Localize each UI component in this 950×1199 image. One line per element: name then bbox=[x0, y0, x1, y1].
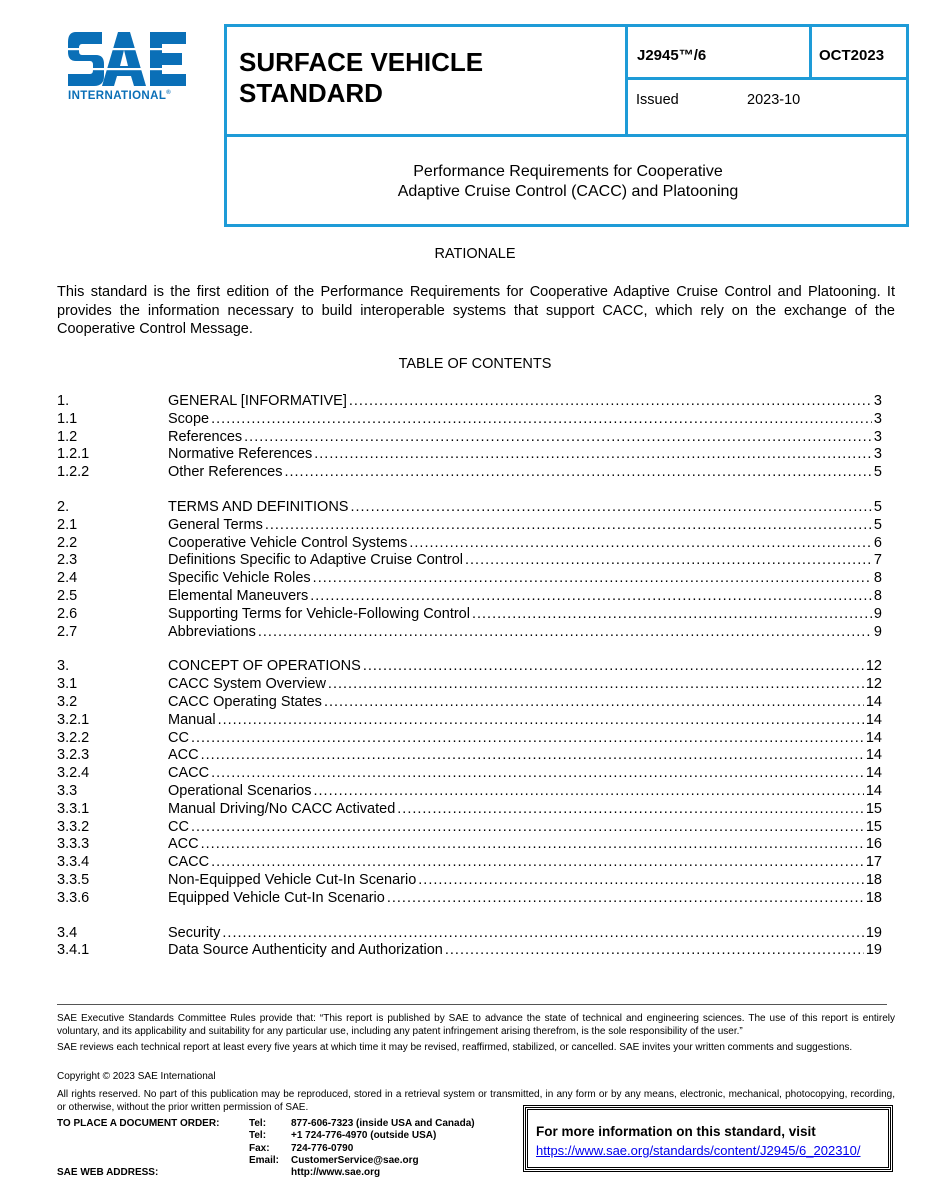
toc-entry-page: 14 bbox=[865, 782, 882, 799]
info-box bbox=[525, 1107, 891, 1170]
toc-entry-title: ACC bbox=[168, 747, 199, 764]
toc-entry-number: 3.3.5 bbox=[57, 871, 90, 888]
toc-entry-title: General Terms bbox=[168, 516, 263, 533]
sae-logo bbox=[66, 28, 188, 106]
toc-entry[interactable] bbox=[57, 570, 882, 588]
toc-entry[interactable] bbox=[57, 411, 882, 429]
toc-leader-dots bbox=[472, 606, 872, 624]
toc-leader-dots bbox=[350, 499, 871, 517]
toc-entry[interactable] bbox=[57, 517, 882, 535]
header-box bbox=[224, 24, 909, 227]
order-label: TO PLACE A DOCUMENT ORDER: bbox=[57, 1118, 220, 1129]
toc-entry[interactable] bbox=[57, 446, 882, 464]
toc-entry-title: Scope bbox=[168, 410, 210, 427]
toc-leader-dots bbox=[363, 658, 864, 676]
toc-leader-dots bbox=[222, 925, 863, 943]
toc-entry-page: 19 bbox=[865, 942, 882, 959]
contact-key: Tel: bbox=[249, 1130, 267, 1142]
toc-entry[interactable] bbox=[57, 658, 882, 676]
toc-entry-page: 17 bbox=[865, 854, 882, 871]
toc-entry[interactable] bbox=[57, 393, 882, 411]
toc-entry-page: 19 bbox=[865, 924, 882, 941]
toc-leader-dots bbox=[324, 694, 864, 712]
toc-leader-dots bbox=[387, 890, 864, 908]
toc-entry[interactable] bbox=[57, 801, 882, 819]
toc-entry[interactable] bbox=[57, 783, 882, 801]
toc-entry-number: 2.5 bbox=[57, 587, 78, 604]
toc-entry[interactable] bbox=[57, 872, 882, 890]
toc-entry-number: 1.2.2 bbox=[57, 464, 90, 481]
review-notice: SAE reviews each technical report at least every five years at which time it may be revised, reaffirmed, stabilized, or cancelled. SAE invites your written comments and suggestions. bbox=[57, 1042, 853, 1053]
toc-entry-number: 3.3.1 bbox=[57, 800, 90, 817]
web-address-label: SAE WEB ADDRESS: bbox=[57, 1167, 159, 1178]
toc-leader-dots bbox=[310, 588, 872, 606]
toc-leader-dots bbox=[409, 535, 872, 553]
toc-entry[interactable] bbox=[57, 606, 882, 624]
toc-entry-number: 3.2.4 bbox=[57, 765, 90, 782]
toc-entry[interactable] bbox=[57, 429, 882, 447]
contact-value: CustomerService@sae.org bbox=[291, 1154, 419, 1166]
toc-entry[interactable] bbox=[57, 836, 882, 854]
contact-value: http://www.sae.org bbox=[291, 1167, 381, 1179]
toc-entry-number: 3.2.2 bbox=[57, 729, 90, 746]
toc-entry-title: CC bbox=[168, 818, 189, 835]
toc-entry[interactable] bbox=[57, 535, 882, 553]
toc-entry-title: Supporting Terms for Vehicle-Following Control bbox=[168, 605, 470, 622]
toc-entry-number: 2.4 bbox=[57, 570, 78, 587]
toc-entry-page: 14 bbox=[865, 711, 882, 728]
toc-entry-title: References bbox=[168, 428, 243, 445]
toc-entry-number: 3.2 bbox=[57, 693, 78, 710]
toc-entry[interactable] bbox=[57, 942, 882, 960]
toc-leader-dots bbox=[314, 446, 872, 464]
toc-entry[interactable] bbox=[57, 499, 882, 517]
toc-entry-title: GENERAL [INFORMATIVE] bbox=[168, 393, 347, 409]
toc-entry-number: 1.1 bbox=[57, 410, 78, 427]
toc-entry-title: Security bbox=[168, 924, 221, 941]
toc-entry-number: 2. bbox=[57, 498, 70, 515]
toc-entry-page: 14 bbox=[865, 747, 882, 764]
contact-value: +1 724-776-4970 (outside USA) bbox=[291, 1130, 437, 1142]
rights-notice: All rights reserved. No part of this publication may be reproduced, stored in a retrieval system or transmitted, in any form or by any means, electronic, mechanical, photocopying, recording, or otherwise, without the prior written permission of SAE. bbox=[57, 1089, 895, 1113]
toc-entry[interactable] bbox=[57, 588, 882, 606]
toc-entry-title: TERMS AND DEFINITIONS bbox=[168, 498, 349, 515]
toc-entry-title: Manual Driving/No CACC Activated bbox=[168, 800, 396, 817]
toc-leader-dots bbox=[211, 411, 872, 429]
toc-entry-number: 3.4.1 bbox=[57, 942, 90, 959]
toc-entry[interactable] bbox=[57, 676, 882, 694]
rationale-heading: RATIONALE bbox=[434, 246, 516, 262]
toc-leader-dots bbox=[418, 872, 864, 890]
toc-entry-page: 6 bbox=[873, 534, 882, 551]
toc-entry-title: Data Source Authenticity and Authorization bbox=[168, 942, 443, 959]
contact-row bbox=[249, 1118, 475, 1130]
toc-entry-number: 1. bbox=[57, 393, 70, 409]
toc-entry-number: 3.3.6 bbox=[57, 889, 90, 906]
toc-entry-page: 12 bbox=[865, 676, 882, 693]
toc-entry-number: 3.1 bbox=[57, 676, 78, 693]
toc-entry-title: Definitions Specific to Adaptive Cruise Control bbox=[168, 552, 463, 569]
footer-divider bbox=[57, 1004, 887, 1005]
contact-key: Fax: bbox=[249, 1142, 270, 1154]
toc-entry[interactable] bbox=[57, 730, 882, 748]
toc-entry-page: 18 bbox=[865, 871, 882, 888]
toc-leader-dots bbox=[284, 464, 871, 482]
toc-entry-page: 15 bbox=[865, 818, 882, 835]
sae-logo-mark bbox=[66, 28, 188, 90]
contact-key bbox=[249, 1167, 291, 1179]
toc-entry[interactable] bbox=[57, 765, 882, 783]
contact-row bbox=[249, 1167, 475, 1179]
toc-entry-page: 3 bbox=[873, 446, 882, 463]
toc-entry[interactable] bbox=[57, 925, 882, 943]
toc-entry-title: CACC System Overview bbox=[168, 676, 326, 693]
standard-link[interactable]: https://www.sae.org/standards/content/J2945/6_202310/ bbox=[536, 1143, 861, 1158]
contact-key: Tel: bbox=[249, 1118, 267, 1129]
toc-entry-number: 1.2.1 bbox=[57, 446, 90, 463]
toc-entry-title: CONCEPT OF OPERATIONS bbox=[168, 658, 361, 675]
toc-entry-number: 3.3 bbox=[57, 782, 78, 799]
toc-entry-page: 12 bbox=[865, 658, 882, 675]
toc-entry-title: Cooperative Vehicle Control Systems bbox=[168, 534, 408, 551]
toc-entry-number: 3. bbox=[57, 658, 70, 675]
toc-entry-number: 1.2 bbox=[57, 428, 78, 445]
toc-group bbox=[57, 658, 882, 907]
toc-entry-title: ACC bbox=[168, 836, 199, 853]
contact-row bbox=[249, 1155, 475, 1167]
toc-leader-dots bbox=[328, 676, 864, 694]
contact-row bbox=[249, 1143, 475, 1155]
toc-entry-page: 16 bbox=[865, 836, 882, 853]
toc-group bbox=[57, 925, 882, 961]
toc-leader-dots bbox=[211, 765, 864, 783]
issued-value: 2023-10 bbox=[747, 92, 801, 108]
toc-group bbox=[57, 499, 882, 641]
toc-entry-number: 2.7 bbox=[57, 623, 78, 640]
copyright: Copyright © 2023 SAE International bbox=[57, 1071, 216, 1082]
toc-leader-dots bbox=[244, 429, 872, 447]
toc-leader-dots bbox=[445, 942, 864, 960]
toc-entry[interactable] bbox=[57, 819, 882, 837]
toc-leader-dots bbox=[218, 712, 864, 730]
toc-leader-dots bbox=[258, 624, 872, 642]
toc-leader-dots bbox=[465, 552, 872, 570]
rationale-text: This standard is the first edition of the Performance Requirements for Cooperative Adaptive Cruise Control and Platooning. It provides the information necessary to build interoperable systems that support CACC, which rely on the exchange of the Cooperative Control Message. bbox=[57, 284, 895, 337]
toc-entry-number: 3.3.4 bbox=[57, 854, 90, 871]
document-type: SURFACE VEHICLE STANDARD bbox=[239, 47, 484, 108]
toc-entry-number: 3.2.1 bbox=[57, 711, 90, 728]
contact-row bbox=[249, 1130, 475, 1142]
toc-entry-number: 3.4 bbox=[57, 924, 78, 941]
toc-entry-title: Abbreviations bbox=[168, 623, 256, 640]
toc-entry-page: 3 bbox=[873, 428, 882, 445]
toc-entry-page: 9 bbox=[873, 605, 882, 622]
toc-entry-title: Equipped Vehicle Cut-In Scenario bbox=[168, 889, 385, 906]
table-of-contents bbox=[57, 393, 882, 977]
toc-entry-page: 8 bbox=[873, 570, 882, 587]
toc-entry-page: 8 bbox=[873, 587, 882, 604]
toc-entry-number: 3.3.2 bbox=[57, 818, 90, 835]
toc-entry-title: Specific Vehicle Roles bbox=[168, 570, 311, 587]
toc-entry-title: CACC bbox=[168, 765, 210, 782]
toc-entry-page: 3 bbox=[873, 393, 882, 409]
toc-leader-dots bbox=[201, 747, 864, 765]
toc-entry[interactable] bbox=[57, 854, 882, 872]
toc-entry-title: CACC Operating States bbox=[168, 693, 322, 710]
rules-notice: SAE Executive Standards Committee Rules provide that: “This report is published by SAE to advance the state of technical and engineering sciences. The use of this report is entirely voluntary, and its applicability and suitability for any particular use, including any patent infringement arising therefrom, is the sole responsibility of the user.” bbox=[57, 1013, 895, 1037]
contact-value: 877-606-7323 (inside USA and Canada) bbox=[291, 1118, 475, 1129]
sae-logo-subtext: INTERNATIONAL® bbox=[68, 90, 172, 102]
toc-entry[interactable] bbox=[57, 747, 882, 765]
toc-leader-dots bbox=[313, 570, 872, 588]
toc-entry[interactable] bbox=[57, 624, 882, 642]
toc-entry-title: Non-Equipped Vehicle Cut-In Scenario bbox=[168, 871, 417, 888]
toc-group bbox=[57, 393, 882, 482]
toc-entry-number: 2.1 bbox=[57, 516, 78, 533]
toc-entry-page: 5 bbox=[873, 464, 882, 481]
toc-entry-page: 5 bbox=[873, 516, 882, 533]
toc-entry-title: CACC bbox=[168, 854, 210, 871]
toc-entry-page: 9 bbox=[873, 623, 882, 640]
toc-entry-title: Manual bbox=[168, 711, 216, 728]
issued-label: Issued bbox=[636, 92, 679, 108]
toc-leader-dots bbox=[313, 783, 863, 801]
toc-entry-number: 2.6 bbox=[57, 605, 78, 622]
toc-leader-dots bbox=[191, 730, 864, 748]
toc-entry[interactable] bbox=[57, 464, 882, 482]
toc-entry-page: 14 bbox=[865, 765, 882, 782]
toc-entry-page: 7 bbox=[873, 552, 882, 569]
document-date: OCT2023 bbox=[819, 47, 885, 64]
toc-entry[interactable] bbox=[57, 890, 882, 908]
toc-leader-dots bbox=[201, 836, 864, 854]
toc-entry-page: 5 bbox=[873, 498, 882, 515]
toc-leader-dots bbox=[349, 393, 872, 411]
info-title: For more information on this standard, visit bbox=[536, 1124, 816, 1139]
contact-key: Email: bbox=[249, 1154, 280, 1166]
toc-entry-title: CC bbox=[168, 729, 189, 746]
toc-entry-page: 14 bbox=[865, 693, 882, 710]
toc-entry-page: 18 bbox=[865, 889, 882, 906]
toc-entry[interactable] bbox=[57, 712, 882, 730]
toc-entry-number: 2.3 bbox=[57, 552, 78, 569]
toc-leader-dots bbox=[191, 819, 864, 837]
toc-entry-page: 15 bbox=[865, 800, 882, 817]
toc-leader-dots bbox=[265, 517, 872, 535]
toc-entry[interactable] bbox=[57, 694, 882, 712]
toc-entry-title: Elemental Maneuvers bbox=[168, 587, 309, 604]
toc-entry-number: 3.3.3 bbox=[57, 836, 90, 853]
toc-leader-dots bbox=[211, 854, 864, 872]
toc-entry-title: Normative References bbox=[168, 446, 313, 463]
toc-entry-title: Other References bbox=[168, 464, 283, 481]
toc-entry-number: 3.2.3 bbox=[57, 747, 90, 764]
toc-entry-title: Operational Scenarios bbox=[168, 782, 312, 799]
document-number: J2945™/6 bbox=[637, 47, 707, 64]
toc-entry[interactable] bbox=[57, 552, 882, 570]
toc-leader-dots bbox=[397, 801, 864, 819]
contact-list bbox=[249, 1118, 475, 1179]
toc-heading: TABLE OF CONTENTS bbox=[398, 356, 552, 372]
toc-entry-number: 2.2 bbox=[57, 534, 78, 551]
toc-entry-page: 3 bbox=[873, 410, 882, 427]
document-title: Performance Requirements for Cooperative Adaptive Cruise Control (CACC) and Platooning bbox=[397, 163, 739, 200]
contact-value: 724-776-0790 bbox=[291, 1142, 354, 1154]
toc-entry-page: 14 bbox=[865, 729, 882, 746]
